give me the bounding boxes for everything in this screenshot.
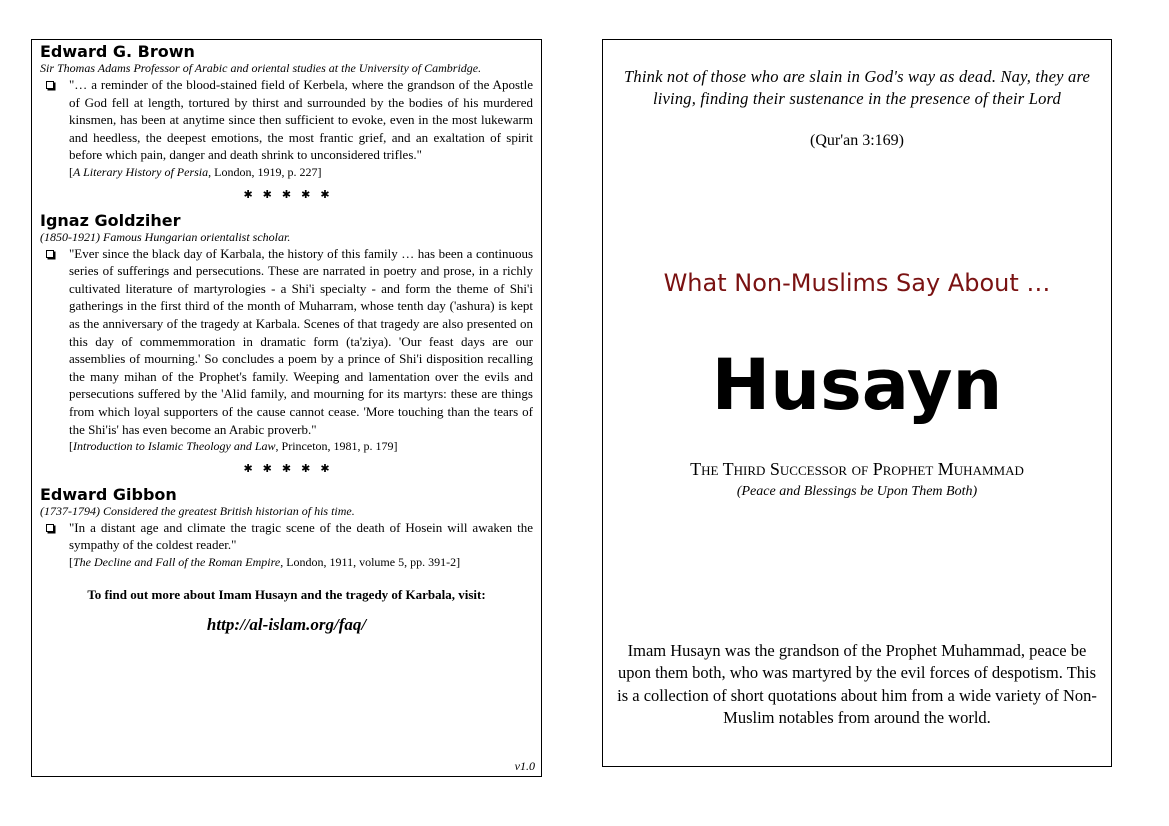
quote-text: "… a reminder of the blood-stained field of Kerbela, where the grandson of the Apostle of God fell at length, tortured by thirst and surrounded by the bodies of his murdered kinsmen, has been at anytime since then sufficient to evoke, even in the most lukewarm and heedless, the deepest emotions, the most frantic grief, and an exaltation of spirit before which pain, danger and death shrink to unconsidered trifles." — [69, 77, 533, 163]
quote-section-goldziher — [40, 211, 533, 456]
verse-reference: (Qur'an 3:169) — [810, 132, 904, 149]
author-description: Sir Thomas Adams Professor of Arabic and oriental studies at the University of Cambridge. — [40, 61, 482, 75]
quote-source: [A Literary History of Persia, London, 1919, p. 227] — [69, 164, 322, 179]
left-page — [31, 39, 542, 777]
author-name: Edward Gibbon — [40, 484, 177, 504]
author-name: Edward G. Brown — [40, 42, 195, 61]
star-separator: ✱✱✱✱✱ — [243, 461, 340, 475]
quote-source: [The Decline and Fall of the Roman Empire, London, 1911, volume 5, pp. 391-2] — [69, 554, 461, 569]
author-description: (1850-1921) Famous Hungarian orientalist scholar. — [40, 229, 291, 244]
quote-section-brown — [40, 42, 533, 182]
square-bullet-icon — [46, 524, 54, 532]
quran-verse: Think not of those who are slain in God's way as dead. Nay, they are living, finding their sustenance in the presence of their Lord — [624, 67, 1090, 108]
square-bullet-icon — [46, 250, 54, 258]
intro-paragraph: Imam Husayn was the grandson of the Prophet Muhammad, peace be upon them both, who was martyred by the evil forces of despotism. This is a collection of short quotations about him from a wide variety of Non-Muslim notables from around the world. — [617, 641, 1097, 728]
quote-text: "Ever since the black day of Karbala, the history of this family … has been a continuous series of sufferings and persecutions. These are narrated in poetry and prose, in a richly cultivated literature of martyrologies - a Shi'i specialty - and form the theme of Shi'i gatherings in the first third of the month of Muharram, whose tenth day ('ashura) is kept as the anniversary of the tragedy at Karbala. Scenes of that tragedy are also presented on this day of commemmoration in dramatic form (ta'ziya). 'Our feast days are our assemblies of mourning.' So concludes a poem by a prince of Shi'i disposition recalling the many mihan of the Prophet's family. Weeping and lamentation over the evils and persecutions suffered by the 'Alid family, and mourning for its martyrs: these are things from which loyal supporters of the cause cannot cease. 'More touching than the tears of the Shi'is' has even become an Arabic proverb." — [69, 245, 533, 437]
version-label: v1.0 — [514, 759, 535, 773]
author-description: (1737-1794) Considered the greatest British historian of his time. — [40, 503, 355, 518]
quote-block — [40, 245, 533, 456]
square-bullet-icon — [46, 81, 54, 89]
website-link[interactable]: http://al-islam.org/faq/ — [206, 615, 367, 635]
cover-page — [602, 39, 1112, 767]
quote-section-gibbon — [40, 485, 533, 572]
subtitle: The Third Successor of Prophet Muhammad — [690, 459, 1024, 479]
quote-block — [40, 519, 533, 572]
tagline: What Non-Muslims Say About … — [663, 269, 1051, 297]
footer-text: To find out more about Imam Husayn and the tragedy of Karbala, visit: — [87, 587, 486, 603]
main-title: Husayn — [711, 344, 1003, 426]
author-name: Ignaz Goldziher — [40, 210, 181, 230]
quote-block — [40, 76, 533, 182]
star-separator: ✱✱✱✱✱ — [243, 187, 340, 201]
quote-source: [Introduction to Islamic Theology and Law, Princeton, 1981, p. 179] — [69, 439, 398, 454]
quote-text: "In a distant age and climate the tragic scene of the death of Hosein will awaken the sympathy of the coldest reader." — [69, 519, 533, 553]
honorific: (Peace and Blessings be Upon Them Both) — [736, 484, 978, 499]
